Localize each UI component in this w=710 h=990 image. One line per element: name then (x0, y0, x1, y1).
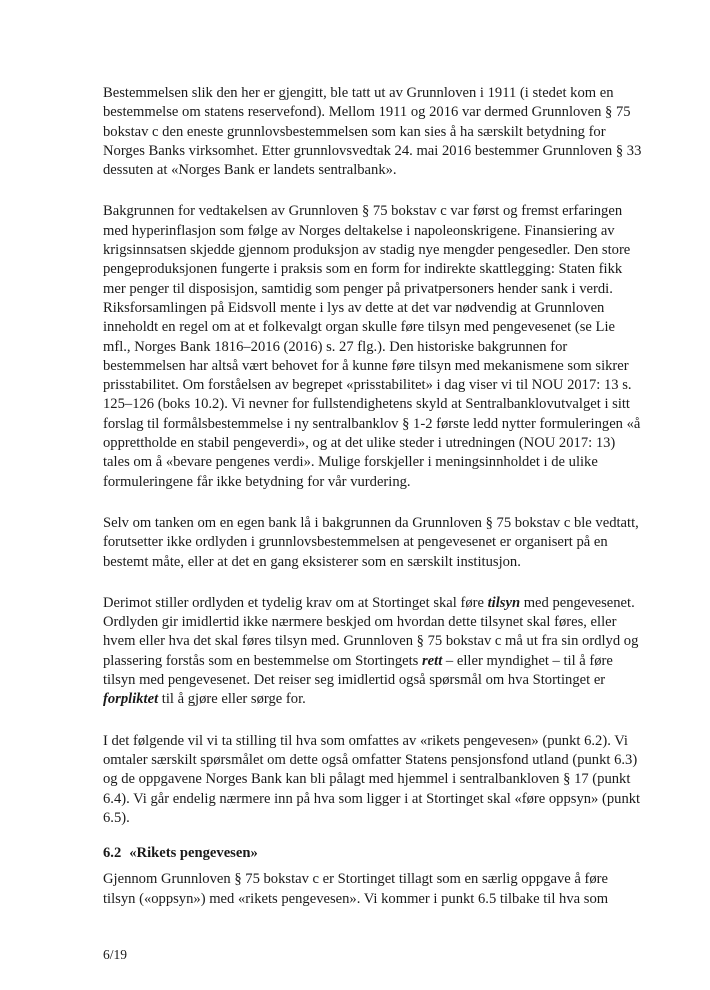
section-number: 6.2 (103, 845, 122, 862)
section-heading (103, 844, 643, 863)
paragraph-tilsyn-text-b: med pengevesenet. Ordlyden gir imidlertid ikke nærmere beskjed om hvordan dette tilsynet skal føres, eller hvem eller hva det skal føres tilsyn med. Grunnloven § 75 bokstav c må ut fra sin ordlyd og plassering forstås som en bestemmelse om Stortingets (103, 594, 639, 669)
emphasis-tilsyn: tilsyn (487, 594, 521, 611)
paragraph-egen-bank: Selv om tanken om en egen bank lå i bakgrunnen da Grunnloven § 75 bokstav c ble vedtatt, forutsetter ikke ordlyden i grunnlovsbestemmelsen at pengevesenet er organisert på en bestemt måte, eller at det en gang eksisterer som en særskilt institusjon. (103, 514, 639, 570)
paragraph-oversikt: I det følgende vil vi ta stilling til hva som omfattes av «rikets pengevesen» (punkt 6.2). Vi omtaler særskilt spørsmålet om dette også omfatter Statens pensjonsfond utland (punkt 6.3) og de oppgavene Norges Bank kan bli pålagt med hjemmel i sentralbankloven § 17 (punkt 6.4). Vi går endelig nærmere inn på hva som ligger i at Stortinget skal «føre oppsyn» (punkt 6.5). (103, 732, 641, 826)
paragraph-bakgrunn: Bakgrunnen for vedtakelsen av Grunnloven § 75 bokstav c var først og fremst erfaringen med hyperinflasjon som følge av Norges deltakelse i napoleonskrigene. Finansiering av krigsinnsatsen skjedde gjennom produksjon av stadig nye mengder pengesedler. Den store pengeproduksjonen fungerte i praksis som en form for indirekte skattlegging: Staten fikk mer penger til disposisjon, samtidig som penger på privatpersoners hender sank i verdi. Riksforsamlingen på Eidsvoll mente i lys av dette at det var nødvendig at Grunnloven inneholdt en regel om at et folkevalgt organ skulle føre tilsyn med pengevesenet (se Lie mfl., Norges Bank 1816–2016 (2016) s. 27 flg.). Den historiske bakgrunnen for bestemmelsen har altså vært behovet for å kunne føre tilsyn med mekanismene som sikrer prisstabilitet. Om forståelsen av begrepet «prisstabilitet» i dag viser vi til NOU 2017: 13 s. 125–126 (boks 10.2). Vi nevner for fullstendighetens skyld at Sentralbanklovutvalget i sitt forslag til formålsbestemmelse i ny sentralbanklov § 1-2 første ledd nytter formuleringen «å opprettholde en stabil pengeverdi», og at det ulike steder i utredningen (NOU 2017: 13) tales om å «bevare pengenes verdi». Mulige forskjeller i meningsinnholdet i de ulike formuleringene får ikke betydning for vår vurdering. (103, 203, 641, 490)
paragraph-tilsyn-text-a: Derimot stiller ordlyden et tydelig krav om at Stortinget skal føre (103, 594, 488, 611)
document-page (103, 84, 643, 931)
page-number: 6/19 (103, 947, 128, 962)
emphasis-forpliktet: forpliktet (103, 691, 159, 708)
paragraph-tilsyn-text-c: – eller myndighet – til å føre tilsyn med pengevesenet. Det reiser seg imidlertid også spørsmål om hva Stortinget er (103, 652, 613, 689)
paragraph-rikets-pengevesen: Gjennom Grunnloven § 75 bokstav c er Stortinget tillagt som en særlig oppgave å føre tilsyn («oppsyn») med «rikets pengevesen». Vi kommer i punkt 6.5 tilbake til hva som (103, 871, 609, 907)
paragraph-tilsyn-text-d: til å gjøre eller sørge for. (158, 691, 306, 708)
paragraph-grunnloven-1911: Bestemmelsen slik den her er gjengitt, ble tatt ut av Grunnloven i 1911 (i stedet kom en bestemmelse om statens reservefond). Mellom 1911 og 2016 var dermed Grunnloven § 75 bokstav c den eneste grunnlovsbestemmelsen som kan sies å ha særskilt betydning for Norges Banks virksomhet. Etter grunnlovsvedtak 24. mai 2016 bestemmer Grunnloven § 33 dessuten at «Norges Bank er landets sentralbank». (103, 85, 642, 179)
emphasis-rett: rett (422, 652, 443, 669)
paragraph-tilsyn (103, 594, 643, 710)
section-title: «Rikets pengevesen» (129, 845, 258, 862)
